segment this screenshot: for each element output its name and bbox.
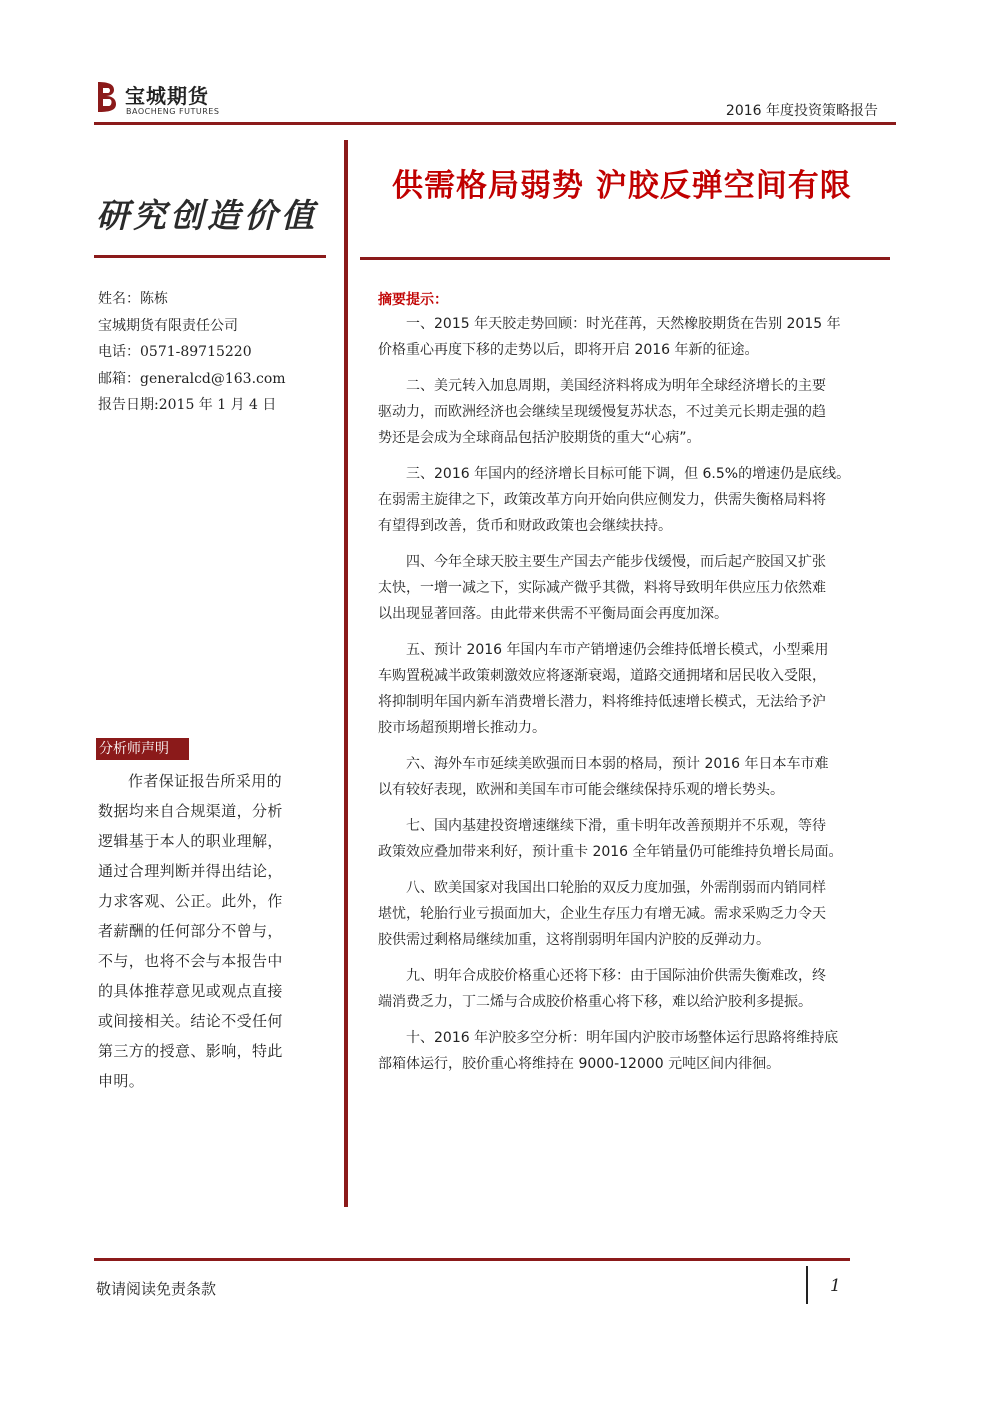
- paragraph-line: 端消费乏力，丁二烯与合成胶价格重心将下移，难以给沪胶利多提振。: [378, 994, 812, 1010]
- page-number: 1: [830, 1276, 841, 1296]
- paragraph-line: 将抑制明年国内新车消费增长潜力，料将维持低速增长模式，无法给予沪: [378, 694, 826, 710]
- declaration-heading: 分析师声明: [96, 738, 189, 760]
- paragraph-line: 车购置税减半政策刺激效应将逐渐衰竭，道路交通拥堵和居民收入受限，: [378, 668, 826, 684]
- author-company: 宝城期货有限责任公司: [98, 317, 238, 334]
- summary-paragraph: [378, 963, 918, 1015]
- paragraph-line: 三、2016 年国内的经济增长目标可能下调，但 6.5%的增速仍是底线。: [406, 466, 851, 482]
- paragraph-line: 胶市场超预期增长推动力。: [378, 720, 546, 736]
- declaration-line: 作者保证报告所采用的: [128, 772, 283, 790]
- paragraph-line: 二、美元转入加息周期，美国经济料将成为明年全球经济增长的主要: [406, 378, 826, 394]
- declaration-line: 不与，也将不会与本报告中: [98, 952, 283, 970]
- summary-label: 摘要提示：: [378, 292, 448, 308]
- declaration-line: 的具体推荐意见或观点直接: [98, 982, 283, 1000]
- paragraph-line: 太快，一增一减之下，实际减产微乎其微，料将导致明年供应压力依然难: [378, 580, 826, 596]
- logo-text-en: BAOCHENG FUTURES: [126, 107, 220, 116]
- paragraph-line: 一、2015 年天胶走势回顾：时光荏苒，天然橡胶期货在告别 2015 年: [406, 316, 841, 332]
- paragraph-line: 六、海外车市延续美欧强而日本弱的格局，预计 2016 年日本车市难: [406, 756, 829, 772]
- paragraph-line: 七、国内基建投资增速继续下滑，重卡明年改善预期并不乐观，等待: [406, 818, 826, 834]
- paragraph-line: 四、今年全球天胶主要生产国去产能步伐缓慢，而后起产胶国又扩张: [406, 554, 826, 570]
- summary-paragraph: [378, 637, 918, 741]
- declaration-body: [98, 766, 316, 1096]
- disclaimer-link[interactable]: 敬请阅读免责条款: [96, 1280, 217, 1298]
- logo-text-cn: 宝城期货: [125, 84, 209, 108]
- summary-paragraph: [378, 311, 918, 363]
- declaration-line: 或间接相关。结论不受任何: [98, 1012, 283, 1030]
- summary-paragraph: [378, 373, 918, 451]
- declaration-line: 数据均来自合规渠道，分析: [98, 802, 283, 820]
- logo-mark-icon: [94, 80, 122, 114]
- paragraph-line: 胶供需过剩格局继续加重，这将削弱明年国内沪胶的反弹动力。: [378, 932, 770, 948]
- report-title: 供需格局弱势 沪胶反弹空间有限: [392, 168, 852, 204]
- paragraph-line: 部箱体运行，胶价重心将维持在 9000-12000 元吨区间内徘徊。: [378, 1056, 781, 1072]
- declaration-line: 逻辑基于本人的职业理解，: [98, 832, 283, 850]
- paragraph-line: 以出现显著回落。由此带来供需不平衡局面会再度加深。: [378, 606, 728, 622]
- footer-divider: [94, 1258, 850, 1261]
- summary-paragraph: [378, 813, 918, 865]
- author-name: 姓名：陈栋: [98, 291, 168, 307]
- paragraph-line: 以有较好表现，欧洲和美国车市可能会继续保持乐观的增长势头。: [378, 782, 784, 798]
- title-divider: [360, 257, 890, 260]
- author-phone: 电话：0571-89715220: [98, 344, 252, 360]
- paragraph-line: 五、预计 2016 年国内车市产销增速仍会维持低增长模式，小型乘用: [406, 642, 829, 658]
- summary-paragraph: [378, 461, 918, 539]
- report-series-title: 2016 年度投资策略报告: [725, 103, 878, 119]
- paragraph-line: 堪忧，轮胎行业亏损面加大，企业生存压力有增无减。需求采购乏力令天: [378, 906, 826, 922]
- footer-separator: [806, 1266, 808, 1304]
- paragraph-line: 十、2016 年沪胶多空分析：明年国内沪胶市场整体运行思路将维持底: [406, 1030, 839, 1046]
- paragraph-line: 在弱需主旋律之下，政策改革方向开始向供应侧发力，供需失衡格局料将: [378, 492, 826, 508]
- paragraph-line: 势还是会成为全球商品包括沪胶期货的重大“心病”。: [378, 430, 701, 446]
- declaration-line: 者薪酬的任何部分不曾与，: [98, 922, 283, 940]
- report-date: 报告日期:2015 年 1 月 4 日: [98, 397, 277, 413]
- sidebar-divider: [94, 255, 326, 258]
- summary-paragraph: [378, 875, 918, 953]
- company-logo: [94, 76, 234, 120]
- author-info: [98, 286, 286, 419]
- declaration-line: 第三方的授意、影响，特此: [98, 1042, 283, 1060]
- paragraph-line: 有望得到改善，货币和财政政策也会继续扶持。: [378, 518, 672, 534]
- declaration-line: 力求客观、公正。此外，作: [98, 892, 283, 910]
- paragraph-line: 八、欧美国家对我国出口轮胎的双反力度加强，外需削弱而内销同样: [406, 880, 826, 896]
- declaration-line: 申明。: [98, 1072, 145, 1090]
- paragraph-line: 九、明年合成胶价格重心还将下移：由于国际油价供需失衡难改，终: [406, 968, 826, 984]
- summary-paragraph: [378, 1025, 918, 1077]
- header-divider: [94, 122, 896, 125]
- declaration-line: 通过合理判断并得出结论，: [98, 862, 283, 880]
- summary-paragraph: [378, 549, 918, 627]
- slogan: 研究创造价值: [96, 196, 318, 235]
- paragraph-line: 政策效应叠加带来利好，预计重卡 2016 全年销量仍可能维持负增长局面。: [378, 844, 843, 860]
- column-divider: [344, 140, 348, 1207]
- paragraph-line: 驱动力，而欧洲经济也会继续呈现缓慢复苏状态，不过美元长期走强的趋: [378, 404, 826, 420]
- summary-paragraph: [378, 751, 918, 803]
- author-email: 邮箱：generalcd@163.com: [98, 370, 286, 387]
- summary-body: [378, 311, 918, 1087]
- paragraph-line: 价格重心再度下移的走势以后，即将开启 2016 年新的征途。: [378, 342, 759, 358]
